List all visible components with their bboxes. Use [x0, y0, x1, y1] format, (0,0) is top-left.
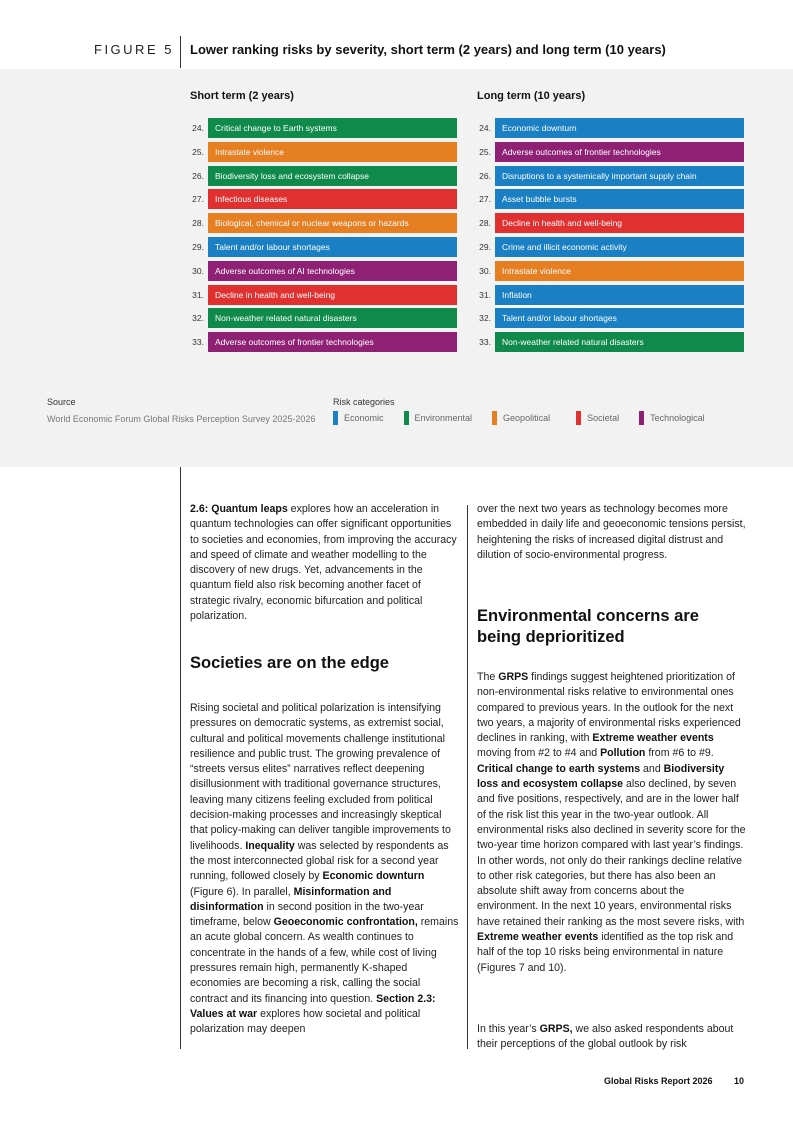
risk-rank: 25.: [192, 146, 204, 157]
risk-bar-societal: Infectious diseases: [208, 189, 457, 209]
legend-item-technological: [639, 411, 705, 425]
risk-row: [475, 308, 745, 328]
text-run: and: [640, 762, 664, 775]
legend-label: Economic: [344, 413, 384, 423]
risk-rank: 30.: [479, 265, 491, 276]
section-heading-societies: Societies are on the edge: [190, 654, 389, 672]
risk-bar-geopolitical: Biological, chemical or nuclear weapons or hazards: [208, 213, 457, 233]
left-paragraph-2: [190, 701, 460, 1038]
figure-title: Lower ranking risks by severity, short term (2 years) and long term (10 years): [190, 42, 666, 57]
risk-rank: 29.: [192, 241, 204, 252]
risk-bar-societal: Decline in health and well-being: [208, 285, 457, 305]
risk-bar-geopolitical: Intrastate violence: [495, 261, 744, 281]
risk-row: [188, 213, 458, 233]
risk-bar-societal: Decline in health and well-being: [495, 213, 744, 233]
legend-label: Societal: [587, 413, 620, 423]
legend-item-economic: [333, 411, 384, 425]
text-run: explores how an acceleration in quantum technologies can offer significant opportunities to societies and economies, from improving the accuracy and speed of climate and weather modelling to the discovery of new drugs. Yet, advancements in the quantum field also risk becoming another facet of strategic rivalry, economic bifurcation and political polarization.: [190, 503, 457, 623]
risk-rank: 28.: [479, 218, 491, 229]
bold-text-run: Economic downturn: [322, 870, 425, 883]
source-text: World Economic Forum Global Risks Perception Survey 2025-2026: [47, 414, 316, 424]
legend-item-societal: [576, 411, 619, 425]
risk-category-legend: [333, 411, 705, 425]
text-run: we also asked respondents about their perceptions of the global outlook by risk: [477, 1023, 734, 1051]
long-term-heading: Long term (10 years): [477, 90, 586, 102]
risk-rank: 31.: [479, 289, 491, 300]
left-paragraph-1: [190, 502, 460, 624]
right-paragraph-3: [477, 1022, 747, 1053]
right-paragraph-1: [477, 502, 747, 563]
bold-text-run: Misinformation and disinformation: [190, 885, 392, 913]
bold-text-run: Biodiversity loss and ecosystem collapse: [477, 762, 725, 791]
risk-bar-economic: Economic downturn: [495, 118, 744, 138]
risk-row: [188, 166, 458, 186]
legend-item-geopolitical: [492, 411, 550, 425]
bold-text-run: Pollution: [600, 747, 646, 760]
legend-title: Risk categories: [333, 397, 395, 407]
risk-row: [475, 332, 745, 352]
risk-rank: 24.: [192, 123, 204, 133]
risk-rank: 32.: [192, 313, 204, 324]
short-term-list: [188, 118, 458, 356]
risk-row: [475, 213, 745, 233]
risk-bar-technological: Adverse outcomes of AI technologies: [208, 261, 457, 281]
left-column-divider: [180, 467, 181, 1049]
risk-row: [475, 118, 745, 138]
risk-bar-economic: Talent and/or labour shortages: [208, 237, 457, 257]
bold-text-run: Inequality: [245, 839, 295, 852]
risk-row: [475, 237, 745, 257]
bold-text-run: Extreme weather events: [592, 732, 714, 745]
legend-swatch: [492, 411, 497, 425]
legend-label: Technological: [650, 413, 705, 423]
legend-label: Environmental: [414, 413, 473, 423]
risk-row: [475, 189, 745, 209]
risk-rank: 27.: [192, 194, 204, 205]
footer-report-title: Global Risks Report 2026: [604, 1076, 713, 1086]
risk-row: [188, 261, 458, 281]
risk-rank: 31.: [192, 289, 204, 300]
risk-row: [475, 142, 745, 162]
risk-rank: 25.: [479, 146, 491, 157]
text-run: explores how societal and political polarization may deepen: [190, 1007, 421, 1036]
figure-divider: [180, 36, 181, 68]
legend-label: Geopolitical: [503, 413, 551, 423]
risk-row: [188, 118, 458, 138]
bold-text-run: Critical change to earth systems: [477, 762, 641, 775]
source-title: Source: [47, 397, 76, 407]
text-run: in second position in the two-year timeframe, below: [190, 900, 424, 929]
risk-bar-environmental: Non-weather related natural disasters: [495, 332, 744, 352]
risk-rank: 32.: [479, 313, 491, 324]
text-run: also declined, by seven and five positions, respectively, and are in the lower half of the risk list this year in the two-year outlook. All environmental risks also declined in severity score for the two-year time horizon compared with last year’s findings. In other words, not only do their rankings decline relative to other risk categories, but there has also been an absolute shift away from concerns about the environment. In the next 10 years, environmental risks have retained their ranking as the most severe risks, with: [477, 778, 746, 928]
risk-rank: 26.: [479, 170, 491, 181]
right-paragraph-2: [477, 670, 747, 976]
bold-text-run: Extreme weather events: [477, 931, 599, 944]
legend-item-environmental: [404, 411, 473, 425]
text-run: was selected by respondents as the most interconnected global risk for a second year running, followed closely by: [190, 839, 449, 883]
risk-bar-economic: Inflation: [495, 285, 744, 305]
risk-row: [188, 237, 458, 257]
risk-bar-economic: Asset bubble bursts: [495, 189, 744, 209]
risk-bar-environmental: Critical change to Earth systems: [208, 118, 457, 138]
long-term-list: [475, 118, 745, 356]
risk-row: [188, 285, 458, 305]
risk-rank: 30.: [192, 265, 204, 276]
risk-rank: 28.: [192, 218, 204, 229]
bold-text-run: Section 2.3: Values at war: [190, 992, 436, 1020]
legend-swatch: [404, 411, 409, 425]
bold-text-run: Geoeconomic confrontation,: [273, 916, 418, 929]
text-run: remains an acute global concern. As wealth continues to concentrate in the hands of a few, while cost of living pressures remain high, permanently K-shaped economies are becoming a risk, calling the social contract and its financing into question.: [190, 916, 459, 1005]
risk-bar-economic: Disruptions to a systemically important supply chain: [495, 166, 744, 186]
risk-rank: 26.: [192, 170, 204, 181]
text-run: from #6 to #9.: [645, 747, 714, 760]
legend-swatch: [333, 411, 338, 425]
risk-rank: 27.: [479, 194, 491, 205]
text-run: In this year’s: [477, 1023, 540, 1035]
risk-bar-economic: Talent and/or labour shortages: [495, 308, 744, 328]
risk-rank: 33.: [479, 337, 491, 348]
figure-label: FIGURE 5: [94, 42, 174, 57]
text-run: moving from #2 to #4 and: [477, 747, 601, 760]
risk-row: [475, 285, 745, 305]
text-run: findings suggest heightened prioritization of non-environmental risks relative to environmental ones compared to previous years. In the outlook for the next two years, a majority of environmental risks experienced declines in ranking, with: [477, 671, 741, 745]
risk-row: [475, 166, 745, 186]
page-number: 10: [734, 1076, 745, 1086]
short-term-heading: Short term (2 years): [190, 90, 294, 102]
section-heading-environmental: Environmental concerns are being deprioritized: [477, 607, 699, 646]
risk-bar-environmental: Non-weather related natural disasters: [208, 308, 457, 328]
risk-rank: 29.: [479, 241, 491, 252]
risk-bar-geopolitical: Intrastate violence: [208, 142, 457, 162]
risk-bar-technological: Adverse outcomes of frontier technologies: [208, 332, 457, 352]
text-run: (Figure 6). In parallel,: [190, 885, 294, 898]
text-run: Rising societal and political polarization is intensifying pressures on democratic systems, as extremist social, cultural and political movements challenge institutional resilience and public trust. The growing prevalence of “streets versus elites” narratives reflect deepening disillusionment with traditional governance structures, leaving many citizens feeling excluded from political decision-making processes and increasingly skeptical that policy-making can deliver tangible improvements to livelihoods.: [190, 702, 451, 852]
text-run: The: [477, 671, 499, 683]
bold-text-run: 2.6: Quantum leaps: [190, 503, 288, 515]
bold-text-run: GRPS,: [539, 1023, 573, 1035]
risk-bar-economic: Crime and illicit economic activity: [495, 237, 744, 257]
legend-swatch: [639, 411, 644, 425]
risk-row: [188, 142, 458, 162]
risk-bar-environmental: Biodiversity loss and ecosystem collapse: [208, 166, 457, 186]
risk-bar-technological: Adverse outcomes of frontier technologies: [495, 142, 744, 162]
legend-swatch: [576, 411, 581, 425]
risk-row: [188, 332, 458, 352]
risk-rank: 24.: [479, 123, 491, 133]
risk-row: [475, 261, 745, 281]
bold-text-run: GRPS: [498, 671, 529, 683]
risk-rank: 33.: [192, 337, 204, 348]
risk-row: [188, 308, 458, 328]
right-column-divider: [467, 505, 468, 1049]
text-run: identified as the top risk and half of the top 10 risks being environmental in nature (Figures 7 and 10).: [477, 931, 734, 974]
risk-row: [188, 189, 458, 209]
text-run: over the next two years as technology becomes more embedded in daily life and geoeconomic tensions persist, heightening the risks of increased digital distrust and dilution of socio-environmental progress.: [477, 503, 746, 561]
